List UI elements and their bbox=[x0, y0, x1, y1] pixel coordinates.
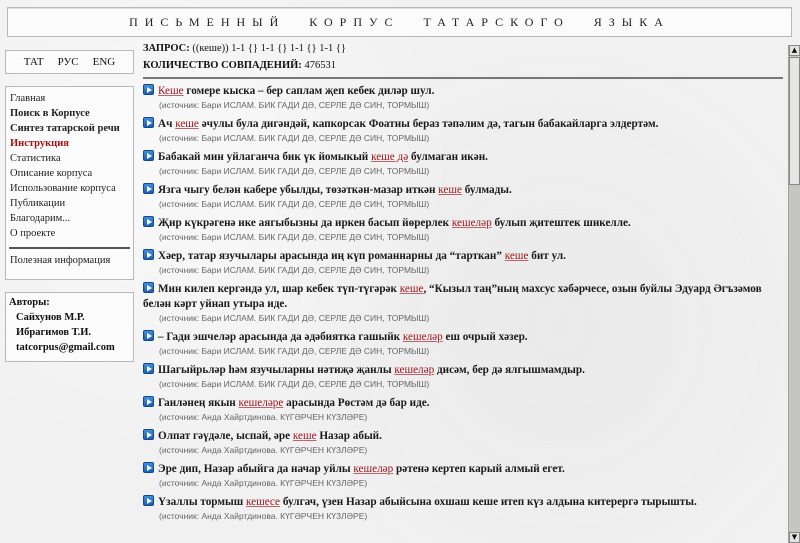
result-source: (источник: Бари ИСЛАМ. БИК ГАДИ ДӘ, СЕРЛЕ ДӘ СИН, ТОРМЫШ) bbox=[159, 133, 430, 143]
nav-item-speech-synthesis[interactable]: Синтез татарской речи bbox=[10, 123, 120, 134]
nav-item-home[interactable]: Главная bbox=[10, 93, 46, 104]
result-source: (источник: Бари ИСЛАМ. БИК ГАДИ ДӘ, СЕРЛЕ ДӘ СИН, ТОРМЫШ) bbox=[159, 100, 430, 110]
authors-panel bbox=[5, 292, 134, 362]
nav-item-corpus-usage[interactable]: Использование корпуса bbox=[10, 183, 116, 194]
play-audio-icon[interactable] bbox=[143, 216, 154, 227]
play-audio-icon[interactable] bbox=[143, 150, 154, 161]
play-audio-icon[interactable] bbox=[143, 249, 154, 260]
results-divider bbox=[143, 77, 783, 79]
vertical-scrollbar[interactable] bbox=[788, 45, 800, 543]
result-sentence bbox=[143, 495, 783, 510]
scroll-up-icon[interactable]: ▲ bbox=[789, 45, 800, 56]
play-audio-icon[interactable] bbox=[143, 183, 154, 194]
match-count-value: 476531 bbox=[304, 60, 336, 71]
sentence-after: булып җитештек шикелле. bbox=[491, 217, 631, 229]
search-hit-link[interactable]: кешесе bbox=[245, 496, 281, 508]
sentence-after: , “Кызыл таң”ның махсус хәбәрчесе, озын буйлы Эдуард Әгъзәмов белән кәрт уйнап утыра иде. bbox=[143, 283, 762, 310]
result-item bbox=[143, 363, 783, 390]
result-sentence bbox=[143, 462, 783, 477]
query-label: ЗАПРОС: bbox=[143, 43, 190, 54]
nav-item-statistics[interactable]: Статистика bbox=[10, 153, 61, 164]
result-sentence bbox=[143, 429, 783, 444]
play-audio-icon[interactable] bbox=[143, 282, 154, 293]
result-sentence bbox=[143, 396, 783, 411]
sentence-after: Назар абый. bbox=[316, 430, 382, 442]
search-hit-link[interactable]: кеше bbox=[292, 430, 317, 442]
scroll-down-icon[interactable]: ▼ bbox=[789, 532, 800, 543]
sentence-after: булгач, үзен Назар абыйсына охшаш кеше итеп күз алдына китерергә тырышты. bbox=[280, 496, 697, 508]
sidebar-nav bbox=[5, 86, 134, 280]
result-sentence bbox=[143, 330, 783, 345]
authors-title: Авторы: bbox=[9, 297, 50, 308]
result-sentence bbox=[143, 183, 783, 198]
match-count-line bbox=[143, 57, 783, 74]
result-sentence bbox=[143, 150, 783, 165]
lang-eng-link[interactable]: ENG bbox=[92, 56, 116, 68]
search-hit-link[interactable]: кешеләр bbox=[402, 331, 443, 343]
search-hit-link[interactable]: кеше bbox=[175, 118, 199, 130]
result-item bbox=[143, 495, 783, 522]
match-count-label: КОЛИЧЕСТВО СОВПАДЕНИЙ: bbox=[143, 60, 302, 71]
result-item bbox=[143, 462, 783, 489]
result-source: (источник: Анда Хайртдинова. КҮГӘРЧЕН КҮЗЛӘРЕ) bbox=[159, 445, 368, 455]
result-source: (источник: Бари ИСЛАМ. БИК ГАДИ ДӘ, СЕРЛЕ ДӘ СИН, ТОРМЫШ) bbox=[159, 199, 430, 209]
result-item bbox=[143, 216, 783, 243]
sentence-after: әчулы була дигәндәй, капкорсак Фоатны бераз тәпәлим дә, тагын бабакайларга элдертәм. bbox=[198, 118, 659, 130]
sentence-before: Язга чыгу белән кабере убылды, төзәткән-мазар иткән bbox=[158, 184, 439, 196]
search-hit-link[interactable]: кеше bbox=[504, 250, 529, 262]
play-audio-icon[interactable] bbox=[143, 117, 154, 128]
result-sentence bbox=[143, 117, 783, 132]
lang-tat-link[interactable]: ТАТ bbox=[23, 56, 44, 68]
result-source: (источник: Анда Хайртдинова. КҮГӘРЧЕН КҮЗЛӘРЕ) bbox=[159, 511, 368, 521]
result-sentence bbox=[143, 216, 783, 231]
sentence-after: рәтенә кертеп карый алмый егет. bbox=[393, 463, 565, 475]
play-audio-icon[interactable] bbox=[143, 495, 154, 506]
lang-rus-link[interactable]: РУС bbox=[57, 56, 79, 68]
result-item bbox=[143, 396, 783, 423]
search-hit-link[interactable]: кеше дә bbox=[371, 151, 409, 163]
result-item bbox=[143, 183, 783, 210]
play-audio-icon[interactable] bbox=[143, 396, 154, 407]
sentence-before: Хәер, татар язучылары арасында иң күп романнарны да “тарткан” bbox=[158, 250, 505, 262]
sentence-before: – Гади эшчеләр арасында да әдәбиятка гашыйк bbox=[158, 331, 403, 343]
result-item bbox=[143, 282, 783, 324]
search-hit-link[interactable]: кеше bbox=[399, 283, 424, 295]
sentence-after: гомере кыска – бер саплам җеп кебек диләр шул. bbox=[183, 85, 435, 97]
sentence-after: булмады. bbox=[461, 184, 512, 196]
search-hit-link[interactable]: кеше bbox=[438, 184, 462, 196]
search-hit-link[interactable]: кешеләре bbox=[238, 397, 284, 409]
result-item bbox=[143, 84, 783, 111]
result-source: (источник: Анда Хайртдинова. КҮГӘРЧЕН КҮЗЛӘРЕ) bbox=[159, 478, 368, 488]
nav-item-corpus-description[interactable]: Описание корпуса bbox=[10, 168, 93, 179]
play-audio-icon[interactable] bbox=[143, 429, 154, 440]
play-audio-icon[interactable] bbox=[143, 84, 154, 95]
query-value: ((кеше)) 1-1 {} 1-1 {} 1-1 {} 1-1 {} bbox=[192, 43, 346, 54]
sentence-after: еш очрый хәзер. bbox=[442, 331, 528, 343]
result-sentence bbox=[143, 84, 783, 99]
nav-item-thanks[interactable]: Благодарим... bbox=[10, 213, 71, 224]
play-audio-icon[interactable] bbox=[143, 462, 154, 473]
scrollbar-thumb[interactable] bbox=[789, 57, 800, 185]
site-title: ПИСЬМЕННЫЙ КОРПУС ТАТАРСКОГО ЯЗЫКА bbox=[129, 14, 670, 29]
sentence-after: булмаган икән. bbox=[408, 151, 488, 163]
results-list bbox=[143, 84, 783, 522]
result-sentence bbox=[143, 282, 783, 312]
play-audio-icon[interactable] bbox=[143, 330, 154, 341]
result-source: (источник: Бари ИСЛАМ. БИК ГАДИ ДӘ, СЕРЛЕ ДӘ СИН, ТОРМЫШ) bbox=[159, 265, 430, 275]
sentence-before: Үзаллы тормыш bbox=[158, 496, 246, 508]
language-switcher bbox=[5, 50, 134, 74]
sentence-before: Гаиләнең якын bbox=[158, 397, 239, 409]
sentence-before: Эре дип, Назар абыйга да начар уйлы bbox=[158, 463, 354, 475]
nav-item-instructions[interactable]: Инструкция bbox=[10, 138, 69, 149]
sentence-after: бит ул. bbox=[528, 250, 566, 262]
result-source: (источник: Бари ИСЛАМ. БИК ГАДИ ДӘ, СЕРЛЕ ДӘ СИН, ТОРМЫШ) bbox=[159, 313, 430, 323]
result-sentence bbox=[143, 249, 783, 264]
search-hit-link[interactable]: кешеләр bbox=[394, 364, 435, 376]
nav-item-useful-info[interactable]: Полезная информация bbox=[10, 255, 111, 266]
result-source: (источник: Анда Хайртдинова. КҮГӘРЧЕН КҮЗЛӘРЕ) bbox=[159, 412, 368, 422]
nav-item-search[interactable]: Поиск в Корпусе bbox=[10, 108, 90, 119]
play-audio-icon[interactable] bbox=[143, 363, 154, 374]
result-item bbox=[143, 330, 783, 357]
nav-item-publications[interactable]: Публикации bbox=[10, 198, 66, 209]
sentence-before: Олпат гәүдәле, ыспай, әре bbox=[158, 430, 293, 442]
sentence-before: Ач bbox=[158, 118, 176, 130]
search-hit-link[interactable]: кешеләр bbox=[451, 217, 492, 229]
result-item bbox=[143, 429, 783, 456]
result-sentence bbox=[143, 363, 783, 378]
sentence-before: Шагыйрьләр һәм язучыларны нәтиҗә җанлы bbox=[158, 364, 395, 376]
sentence-after: дисәм, бер дә ялгышмамдыр. bbox=[434, 364, 585, 376]
search-hit-link[interactable]: Кеше bbox=[158, 85, 184, 97]
contact-email[interactable]: tatcorpus@gmail.com bbox=[16, 342, 115, 353]
results-panel bbox=[143, 40, 783, 543]
nav-item-about[interactable]: О проекте bbox=[10, 228, 56, 239]
sentence-before: Җир күкрәгенә ике аягыбызны да иркен басып йөрерлек bbox=[158, 217, 452, 229]
result-source: (источник: Бари ИСЛАМ. БИК ГАДИ ДӘ, СЕРЛЕ ДӘ СИН, ТОРМЫШ) bbox=[159, 346, 430, 356]
query-line bbox=[143, 40, 783, 57]
result-item bbox=[143, 249, 783, 276]
sentence-before: Мин килеп кергәндә ул, шар кебек түп-түгәрәк bbox=[158, 283, 400, 295]
result-item bbox=[143, 150, 783, 177]
sentence-before: Бабакай мин уйлаганча бик үк йомыкый bbox=[158, 151, 372, 163]
result-source: (источник: Бари ИСЛАМ. БИК ГАДИ ДӘ, СЕРЛЕ ДӘ СИН, ТОРМЫШ) bbox=[159, 232, 430, 242]
search-hit-link[interactable]: кешеләр bbox=[353, 463, 394, 475]
result-source: (источник: Бари ИСЛАМ. БИК ГАДИ ДӘ, СЕРЛЕ ДӘ СИН, ТОРМЫШ) bbox=[159, 166, 430, 176]
nav-divider bbox=[9, 247, 130, 249]
author-name: Сайхунов М.Р. bbox=[16, 312, 85, 323]
sentence-after: арасында Рөстәм дә бар иде. bbox=[283, 397, 430, 409]
result-source: (источник: Бари ИСЛАМ. БИК ГАДИ ДӘ, СЕРЛЕ ДӘ СИН, ТОРМЫШ) bbox=[159, 379, 430, 389]
author-name: Ибрагимов Т.И. bbox=[16, 327, 91, 338]
site-header bbox=[7, 7, 792, 37]
result-item bbox=[143, 117, 783, 144]
